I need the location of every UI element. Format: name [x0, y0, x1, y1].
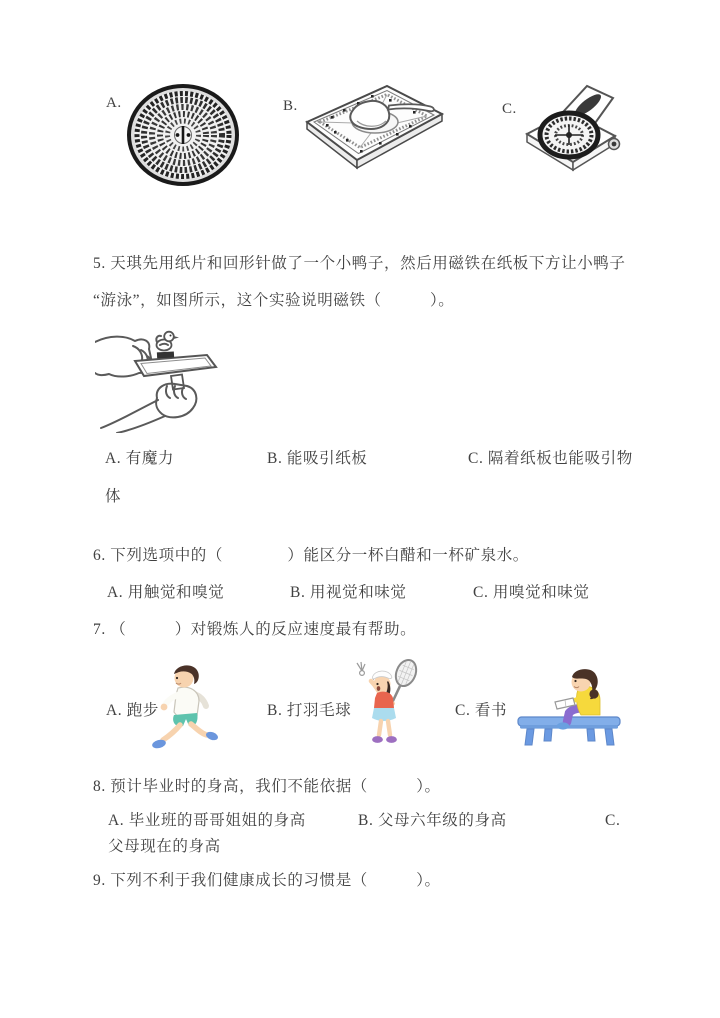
- q7-option-c: C. 看书: [455, 702, 508, 719]
- question-5-text-line2: “游泳”，如图所示，这个实验说明磁铁（ ）。: [93, 292, 455, 309]
- compass-option-c-label: C.: [502, 101, 517, 117]
- question-5-text-line1: 5. 天琪先用纸片和回形针做了一个小鸭子，然后用磁铁在纸板下方让小鸭子: [93, 255, 626, 272]
- q5-option-b: B. 能吸引纸板: [267, 450, 368, 467]
- duck-magnet-experiment-illustration: [95, 328, 290, 433]
- compass-option-a-label: A.: [106, 95, 122, 111]
- q6-option-c: C. 用嗅觉和味觉: [473, 584, 590, 601]
- q8-option-b: B. 父母六年级的身高: [358, 812, 507, 829]
- question-9-text: 9. 下列不利于我们健康成长的习惯是（ ）。: [93, 872, 441, 889]
- q5-option-c: C. 隔着纸板也能吸引物: [468, 450, 633, 467]
- boy-running-image: [150, 662, 224, 752]
- question-6-text: 6. 下列选项中的（ ）能区分一杯白醋和一杯矿泉水。: [93, 547, 529, 564]
- ancient-luopan-compass-image: [126, 84, 241, 187]
- question-7-text: 7. （ ）对锻炼人的反应速度最有帮助。: [93, 621, 417, 638]
- modern-compass-image: [519, 84, 621, 182]
- q8-option-a: A. 毕业班的哥哥姐姐的身高: [108, 812, 306, 829]
- question-8-text: 8. 预计毕业时的身高，我们不能依据（ ）。: [93, 778, 441, 795]
- q8-option-c-wrap: 父母现在的身高: [108, 838, 221, 855]
- q7-option-b: B. 打羽毛球: [267, 702, 352, 719]
- q8-option-c: C.: [605, 812, 621, 829]
- girl-badminton-image: [350, 657, 430, 754]
- q5-option-c-wrap: 体: [105, 488, 122, 505]
- q5-option-a: A. 有魔力: [105, 450, 175, 467]
- q7-option-a: A. 跑步: [106, 702, 159, 719]
- compass-option-b-label: B.: [283, 98, 298, 114]
- sinan-compass-image: [301, 80, 448, 180]
- q6-option-a: A. 用触觉和嗅觉: [107, 584, 225, 601]
- girl-reading-on-bench-image: [515, 667, 625, 753]
- q6-option-b: B. 用视觉和味觉: [290, 584, 407, 601]
